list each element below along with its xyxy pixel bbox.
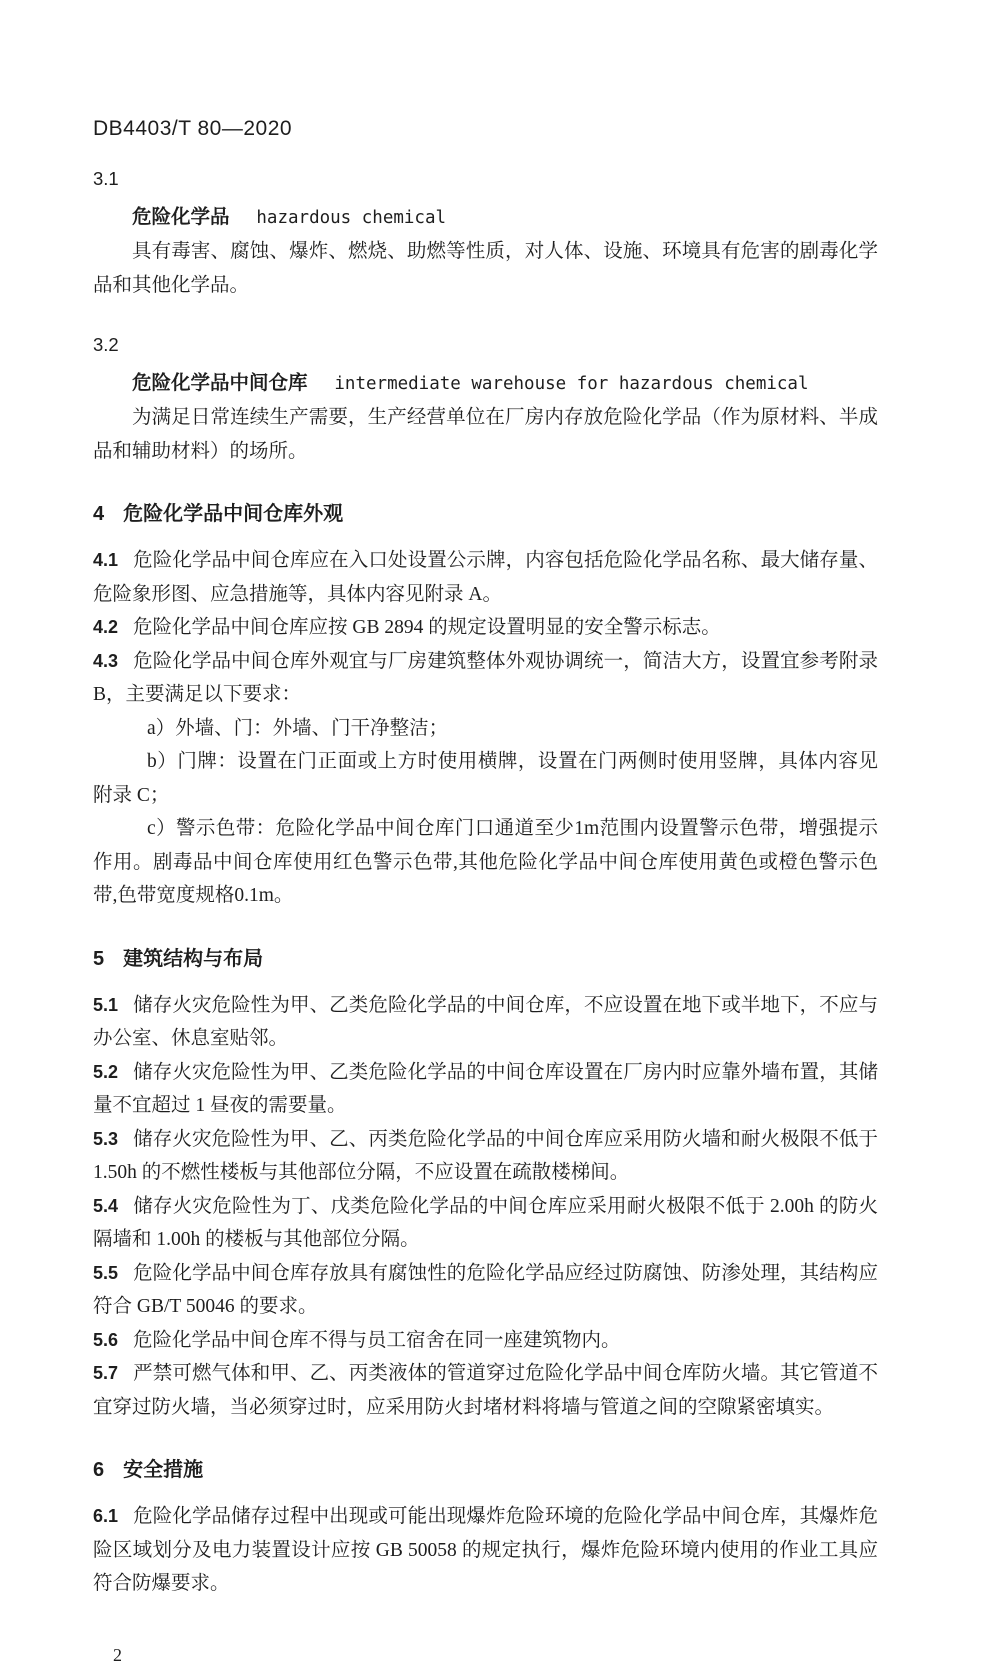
section-title: 安全措施 — [123, 1459, 204, 1481]
clause-number: 5.7 — [93, 1363, 119, 1383]
list-item-b: b）门牌：设置在门正面或上方时使用横牌，设置在门两侧时使用竖牌，具体内容见附录 C； — [93, 751, 878, 806]
clause-number: 4.3 — [93, 650, 119, 671]
section-title: 危险化学品中间仓库外观 — [123, 503, 344, 525]
clause-number: 5.6 — [93, 1329, 119, 1350]
section-heading-6 — [93, 1456, 878, 1484]
page-number: 2 — [113, 1644, 122, 1665]
clause-number: 5.1 — [93, 994, 119, 1015]
section-number: 4 — [93, 503, 105, 525]
clause-4-2 — [93, 611, 878, 645]
clause-number: 5.2 — [93, 1061, 119, 1082]
clause-text: 危险化学品中间仓库存放具有腐蚀性的危险化学品应经过防腐蚀、防渗处理，其结构应符合 GB/T 50046 的要求。 — [93, 1262, 878, 1317]
section-heading-5 — [93, 945, 878, 973]
clause-text: 储存火灾危险性为甲、乙类危险化学品的中间仓库设置在厂房内时应靠外墙布置，其储量不宜超过 1 昼夜的需要量。 — [93, 1061, 878, 1116]
clause-text: 储存火灾危险性为丁、戊类危险化学品的中间仓库应采用耐火极限不低于 2.00h 的防火隔墙和 1.00h 的楼板与其他部位分隔。 — [93, 1195, 878, 1250]
clause-text: 储存火灾危险性为甲、乙类危险化学品的中间仓库，不应设置在地下或半地下，不应与办公室、休息室贴邻。 — [93, 994, 878, 1049]
clause-number: 4.2 — [93, 617, 119, 637]
clause-number: 5.4 — [93, 1195, 119, 1216]
clause-5-2 — [93, 1056, 878, 1123]
clause-5-3 — [93, 1123, 878, 1190]
section-title: 建筑结构与布局 — [123, 947, 264, 970]
list-item-c: c）警示色带：危险化学品中间仓库门口通道至少1m范围内设置警示色带，增强提示作用。剧毒品中间仓库使用红色警示色带,其他危险化学品中间仓库使用黄色或橙色警示色带,色带宽度规格0.1m。 — [93, 818, 878, 906]
clause-text: 危险化学品中间仓库不得与员工宿舍在同一座建筑物内。 — [133, 1329, 621, 1351]
clause-5-6 — [93, 1324, 878, 1358]
clause-5-7 — [93, 1357, 878, 1424]
term-entry — [93, 367, 878, 401]
section-number: 6 — [93, 1459, 105, 1481]
clause-number: 4.1 — [93, 550, 119, 570]
section-heading-4 — [93, 500, 878, 528]
list-item-a: a）外墙、门：外墙、门干净整洁； — [147, 717, 449, 739]
clause-text: 储存火灾危险性为甲、乙、丙类危险化学品的中间仓库应采用防火墙和耐火极限不低于 1.50h 的不燃性楼板与其他部位分隔，不应设置在疏散楼梯间。 — [93, 1128, 878, 1183]
term-zh: 危险化学品中间仓库 — [132, 372, 308, 394]
clause-text: 严禁可燃气体和甲、乙、丙类液体的管道穿过危险化学品中间仓库防火墙。其它管道不宜穿过防火墙，当必须穿过时，应采用防火封堵材料将墙与管道之间的空隙紧密填实。 — [93, 1363, 878, 1418]
clause-4-3 — [93, 645, 878, 712]
clause-number: 6.1 — [93, 1506, 119, 1526]
clause-5-5 — [93, 1257, 878, 1324]
clause-5-1 — [93, 989, 878, 1056]
standard-number: DB4403/T 80—2020 — [93, 117, 293, 140]
clause-5-4 — [93, 1190, 878, 1257]
section-number: 5 — [93, 947, 105, 970]
clause-text: 危险化学品中间仓库外观宜与厂房建筑整体外观协调统一，简洁大方，设置宜参考附录 B，主要满足以下要求： — [93, 650, 878, 705]
term-definition: 为满足日常连续生产需要，生产经营单位在厂房内存放危险化学品（作为原材料、半成品和辅助材料）的场所。 — [93, 407, 878, 462]
clause-4-1 — [93, 544, 878, 611]
term-number-3-2: 3.2 — [93, 334, 119, 355]
clause-6-1 — [93, 1500, 878, 1601]
clause-number: 5.5 — [93, 1262, 119, 1283]
term-en: intermediate warehouse for hazardous chemical — [334, 374, 809, 394]
clause-text: 危险化学品中间仓库应在入口处设置公示牌，内容包括危险化学品名称、最大储存量、危险象形图、应急措施等，具体内容见附录 A。 — [93, 550, 878, 605]
term-entry — [93, 201, 878, 235]
term-en: hazardous chemical — [256, 208, 447, 228]
clause-text: 危险化学品中间仓库应按 GB 2894 的规定设置明显的安全警示标志。 — [133, 617, 721, 638]
term-zh: 危险化学品 — [132, 206, 230, 228]
term-definition: 具有毒害、腐蚀、爆炸、燃烧、助燃等性质，对人体、设施、环境具有危害的剧毒化学品和其他化学品。 — [93, 241, 878, 296]
clause-number: 5.3 — [93, 1128, 119, 1149]
term-number-3-1: 3.1 — [93, 168, 119, 189]
clause-text: 危险化学品储存过程中出现或可能出现爆炸危险环境的危险化学品中间仓库，其爆炸危险区域划分及电力装置设计应按 GB 50058 的规定执行，爆炸危险环境内使用的作业工具应符合防爆要求。 — [93, 1506, 878, 1594]
